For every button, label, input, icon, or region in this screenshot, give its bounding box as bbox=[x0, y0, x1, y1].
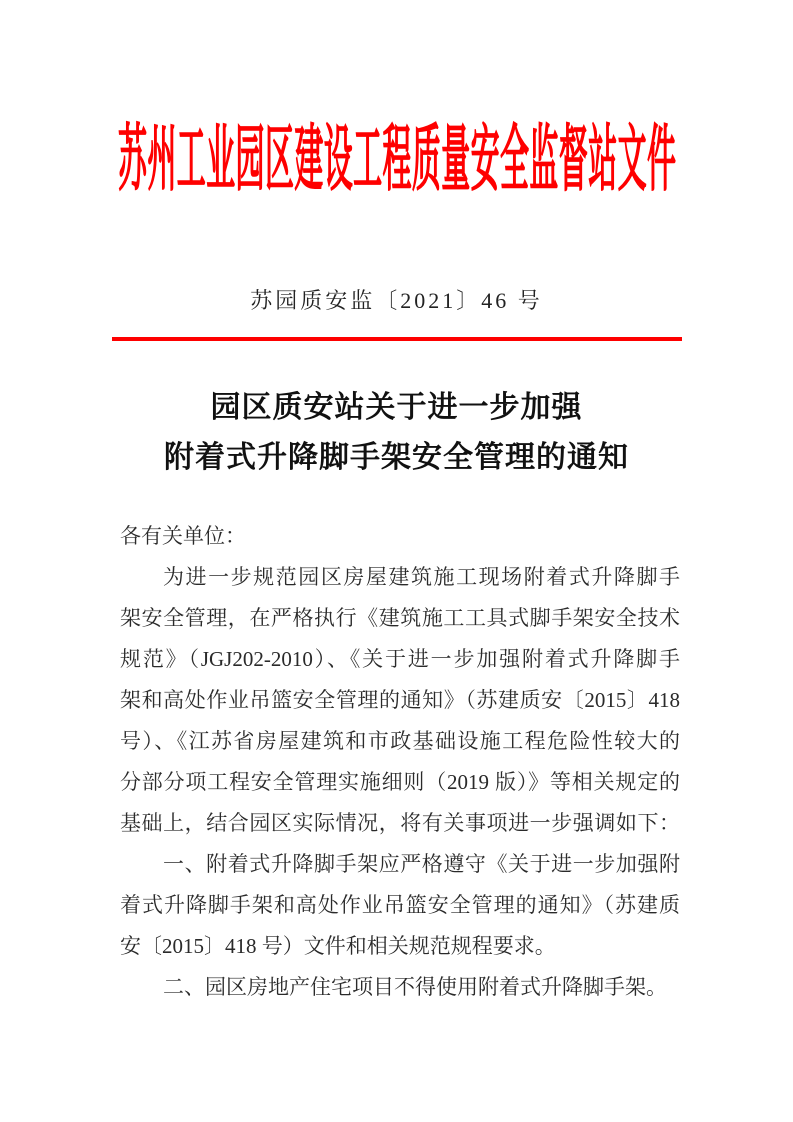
body-line: 分部分项工程安全管理实施细则（2019 版）》等相关规定的 bbox=[120, 770, 680, 794]
body-line: 基础上，结合园区实际情况，将有关事项进一步强调如下： bbox=[120, 811, 680, 835]
doc-body bbox=[120, 516, 680, 1008]
body-line: 安〔2015〕418 号）文件和相关规范规程要求。 bbox=[120, 934, 556, 958]
body-line: 二、园区房地产住宅项目不得使用附着式升降脚手架。 bbox=[163, 975, 667, 999]
body-line: 架安全管理，在严格执行《建筑施工工具式脚手架安全技术 bbox=[120, 606, 680, 630]
body-line: 为进一步规范园区房屋建筑施工现场附着式升降脚手 bbox=[163, 565, 680, 589]
doc-title-line-2: 附着式升降脚手架安全管理的通知 bbox=[164, 441, 629, 474]
doc-title bbox=[0, 383, 793, 483]
agency-header-title: 苏州工业园区建设工程质量安全监督站文件 bbox=[118, 121, 676, 202]
red-divider-line bbox=[112, 337, 682, 341]
body-line: 规范》（JGJ202-2010）、《关于进一步加强附着式升降脚手 bbox=[120, 647, 680, 671]
body-line: 一、附着式升降脚手架应严格遵守《关于进一步加强附 bbox=[163, 852, 680, 876]
body-line: 号）、《江苏省房屋建筑和市政基础设施工程危险性较大的 bbox=[120, 729, 680, 753]
body-line: 架和高处作业吊篮安全管理的通知》（苏建质安〔2015〕418 bbox=[120, 688, 680, 712]
body-line: 着式升降脚手架和高处作业吊篮安全管理的通知》（苏建质 bbox=[120, 893, 680, 917]
body-line: 各有关单位： bbox=[120, 524, 246, 548]
doc-number: 苏园质安监〔2021〕46 号 bbox=[250, 288, 543, 313]
doc-title-line-1: 园区质安站关于进一步加强 bbox=[210, 391, 583, 424]
